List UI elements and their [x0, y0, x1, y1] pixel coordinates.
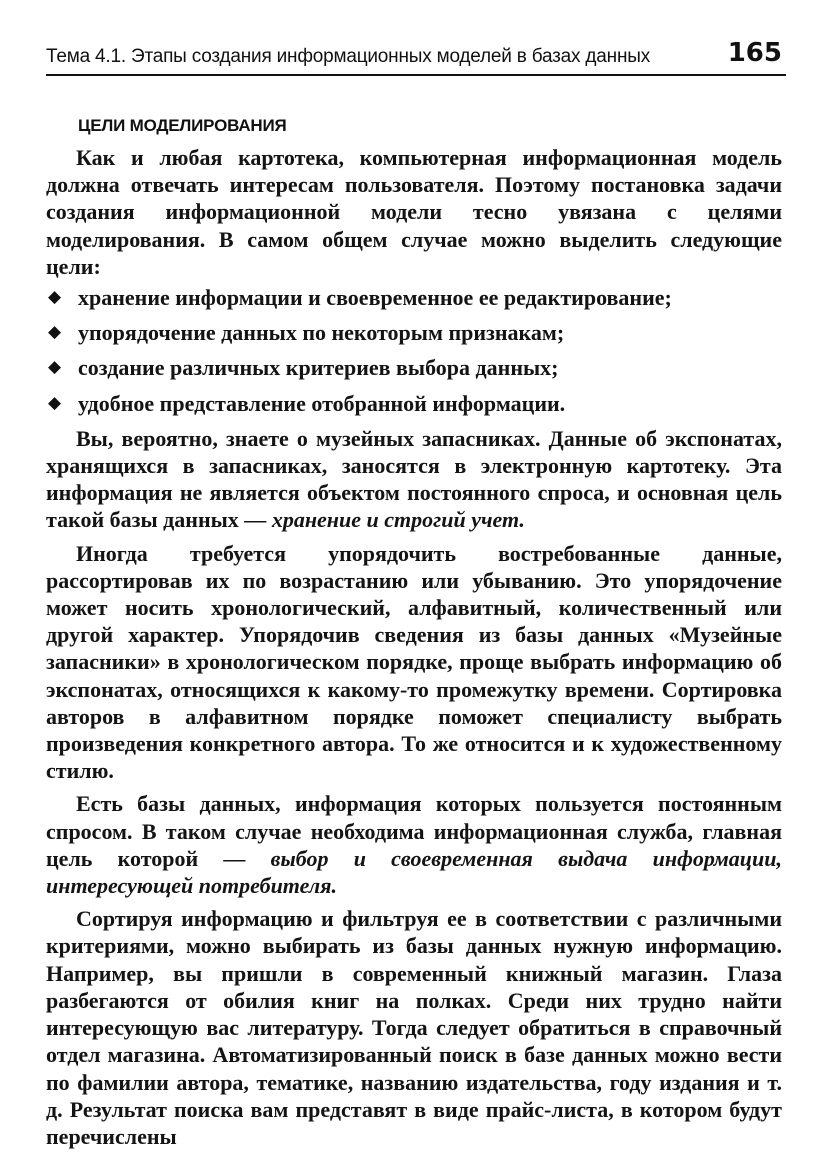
section-heading: ЦЕЛИ МОДЕЛИРОВАНИЯ: [78, 116, 287, 135]
diamond-bullet-icon: ◆: [48, 392, 62, 413]
paragraph-sorting: Иногда требуется упорядочить востребованные данные, рассортировав их по возрастанию или убыванию. Это упорядочение может носить хронологический, алфавитный, количественный или другой характер. Упорядочив сведения из базы данных «Музейные запасники» в хронологическом порядке, проще выбрать информацию об экспонатах, относящихся к какому-то промежутку времени. Сортировка авторов в алфавитном порядке поможет специалисту выбрать произведения конкретного автора. То же относится и к художественному стилю.: [46, 540, 782, 784]
diamond-bullet-icon: ◆: [48, 287, 62, 308]
paragraph-service-text: Есть базы данных, информация которых пользуется постоянным спросом. В таком случае необходима информационная служба, главная цель которой —: [46, 791, 782, 871]
goal-text: хранение информации и своевременное ее редактирование;: [78, 285, 672, 311]
list-item: [46, 319, 782, 346]
diamond-bullet-icon: ◆: [48, 322, 62, 343]
paragraph-museum-text: Вы, вероятно, знаете о музейных запасниках. Данные об экспонатах, хранящихся в запасниках, заносятся в электронную картотеку. Эта информация не является объектом постоянного спроса, и основная цель такой базы данных —: [46, 425, 782, 533]
paragraph-service: [46, 790, 782, 899]
paragraph-service-emphasis: выбор и своевременная выдача информации, интересующей потребителя.: [46, 845, 783, 899]
running-header: [46, 38, 786, 76]
list-item: [46, 354, 782, 381]
paragraph-intro: Как и любая картотека, компьютерная информационная модель должна отвечать интересам пользователя. Поэтому постановка задачи создания информационной модели тесно увязана с целями моделирования. В самом общем случае можно выделить следующие цели:: [46, 145, 782, 279]
diamond-bullet-icon: ◆: [48, 357, 62, 378]
body-text: [46, 144, 782, 1150]
paragraph-museum: [46, 425, 782, 534]
page-number: 165: [727, 38, 782, 68]
paragraph-museum-emphasis: хранение и строгий учет.: [271, 507, 525, 533]
chapter-title: Тема 4.1. Этапы создания информационных моделей в базах данных: [46, 46, 650, 67]
paragraph-bookstore: Сортируя информацию и фильтруя ее в соответствии с различными критериями, можно выбирать из базы данных нужную информацию. Например, вы пришли в современный книжный магазин. Глаза разбегаются от обилия книг на полках. Среди них трудно найти интересующую вас литературу. Тогда следует обратиться в справочный отдел магазина. Автоматизированный поиск в базе данных можно вести по фамилии автора, тематике, названию издательства, году издания и т. д. Результат поиска вам представят в виде прайс-листа, в котором будут перечислены: [46, 906, 782, 1149]
list-item: [46, 390, 782, 417]
goal-text: удобное представление отобранной информации.: [78, 390, 566, 416]
list-item: [46, 284, 782, 311]
goal-text: создание различных критериев выбора данных;: [78, 355, 559, 381]
goals-list: [46, 284, 782, 417]
goal-text: упорядочение данных по некоторым признакам;: [78, 320, 565, 346]
